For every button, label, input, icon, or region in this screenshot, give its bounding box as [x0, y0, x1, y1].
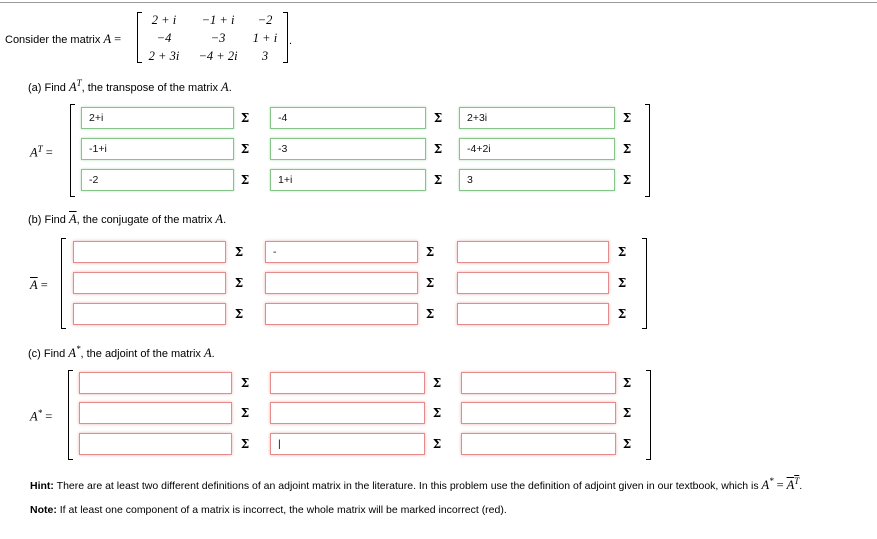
sigma-icon[interactable]: Σ: [617, 276, 627, 290]
adjoint-cell[interactable]: [79, 402, 232, 424]
sigma-icon[interactable]: Σ: [622, 406, 632, 420]
hint-end: .: [799, 480, 803, 493]
part-b-sym2: A: [215, 212, 224, 226]
sigma-icon[interactable]: Σ: [433, 111, 443, 125]
sigma-icon[interactable]: Σ: [622, 142, 632, 156]
sigma-icon[interactable]: Σ: [617, 245, 627, 259]
transpose-cell[interactable]: [81, 138, 234, 160]
sigma-icon[interactable]: Σ: [433, 142, 443, 156]
part-c-lhs-symbol: A: [30, 409, 38, 424]
part-c-lhs-eq: =: [45, 409, 53, 424]
part-c-sup: *: [75, 344, 81, 354]
adjoint-cell[interactable]: [270, 402, 425, 424]
matrix-entry: 1 + i: [252, 31, 278, 45]
note-text: If at least one component of a matrix is incorrect, the whole matrix will be marked incorrect (red).: [59, 504, 507, 516]
sigma-icon[interactable]: Σ: [240, 376, 250, 390]
part-c-bracket-right: [646, 370, 651, 460]
part-a-bracket-right: [645, 104, 650, 197]
adjoint-cell[interactable]: [79, 433, 232, 455]
hint-formula-lhs: A: [761, 478, 770, 493]
part-c-heading: [28, 344, 215, 361]
conjugate-cell[interactable]: [265, 303, 418, 325]
sigma-icon[interactable]: Σ: [622, 111, 632, 125]
part-a-symbol: A: [68, 80, 77, 95]
matrix-entry: −4: [156, 31, 172, 45]
problem-intro-text: Consider the matrix: [5, 34, 101, 46]
part-c-lhs-sup: *: [37, 408, 43, 418]
matrix-bracket-right: [283, 12, 288, 63]
part-a-lhs-symbol: A: [30, 145, 38, 160]
hint: [30, 476, 802, 493]
part-b-lhs-symbol: $\overline{A}$: [30, 278, 38, 292]
matrix-entry: −2: [257, 13, 273, 27]
matrix-entry: 2 + 3i: [148, 49, 180, 63]
part-c-rest: , the adjoint of the matrix: [80, 348, 201, 361]
sigma-icon[interactable]: Σ: [432, 437, 442, 451]
sigma-icon[interactable]: Σ: [240, 406, 250, 420]
matrix-entry: −1 + i: [201, 13, 235, 27]
sigma-icon[interactable]: Σ: [240, 142, 250, 156]
transpose-cell[interactable]: [81, 169, 234, 191]
adjoint-cell[interactable]: [270, 433, 425, 455]
hint-formula-eq: =: [776, 478, 784, 493]
var-a: A: [103, 32, 112, 46]
transpose-cell[interactable]: [270, 138, 426, 160]
matrix-entry: 2 + i: [151, 13, 177, 27]
adjoint-cell[interactable]: [461, 372, 616, 394]
part-a-lhs-eq: =: [45, 145, 53, 160]
sigma-icon[interactable]: Σ: [240, 111, 250, 125]
sigma-icon[interactable]: Σ: [425, 307, 435, 321]
part-a-end: .: [228, 82, 232, 95]
conjugate-cell[interactable]: [73, 272, 226, 294]
part-b-lhs: [30, 278, 48, 293]
transpose-cell[interactable]: [459, 169, 615, 191]
sigma-icon[interactable]: Σ: [622, 173, 632, 187]
part-c-label: (c) Find: [28, 348, 66, 361]
period: .: [289, 35, 293, 47]
part-b-lhs-eq: =: [40, 278, 48, 292]
hint-formula-rhs-sup: T: [794, 476, 800, 486]
part-c-end: .: [211, 348, 215, 361]
part-a-sup: T: [76, 78, 82, 88]
conjugate-cell[interactable]: [73, 241, 226, 263]
part-a-lhs-sup: T: [37, 144, 43, 154]
sigma-icon[interactable]: Σ: [234, 276, 244, 290]
equals-sign: =: [114, 32, 122, 46]
sigma-icon[interactable]: Σ: [234, 307, 244, 321]
note-label: Note:: [30, 504, 57, 516]
sigma-icon[interactable]: Σ: [617, 307, 627, 321]
part-b-label: (b) Find: [28, 214, 66, 226]
top-divider: [0, 2, 877, 3]
transpose-cell[interactable]: [459, 107, 615, 129]
transpose-cell[interactable]: [270, 107, 426, 129]
adjoint-cell[interactable]: [461, 433, 616, 455]
sigma-icon[interactable]: Σ: [432, 406, 442, 420]
part-b-bracket-left: [61, 238, 66, 329]
part-b-end: .: [223, 214, 227, 226]
part-a-lhs: [30, 144, 53, 161]
problem-intro: [5, 32, 121, 47]
transpose-cell[interactable]: [81, 107, 234, 129]
transpose-cell[interactable]: [270, 169, 426, 191]
matrix-entry: 3: [261, 49, 269, 63]
note: [30, 504, 507, 516]
part-c-sym2: A: [204, 346, 212, 361]
hint-formula-rhs: A: [786, 478, 795, 493]
adjoint-cell[interactable]: [79, 372, 232, 394]
hint-label: Hint:: [30, 480, 54, 493]
conjugate-cell[interactable]: [73, 303, 226, 325]
conjugate-cell[interactable]: [265, 241, 418, 263]
conjugate-cell[interactable]: [265, 272, 418, 294]
sigma-icon[interactable]: Σ: [240, 437, 250, 451]
part-b-heading: [28, 212, 226, 227]
sigma-icon[interactable]: Σ: [433, 173, 443, 187]
part-b-symbol: $\overline{A}$: [68, 212, 77, 226]
sigma-icon[interactable]: Σ: [622, 437, 632, 451]
matrix-entry: −4 + 2i: [198, 49, 238, 63]
part-c-lhs: [30, 408, 52, 425]
hint-formula-sup: *: [769, 476, 774, 486]
conjugate-cell[interactable]: [457, 241, 609, 263]
sigma-icon[interactable]: Σ: [622, 376, 632, 390]
part-a-rest: , the transpose of the matrix: [81, 82, 218, 95]
transpose-cell[interactable]: [459, 138, 615, 160]
part-a-bracket-left: [70, 104, 75, 197]
part-a-label: (a) Find: [28, 82, 66, 95]
sigma-icon[interactable]: Σ: [240, 173, 250, 187]
conjugate-cell[interactable]: [457, 303, 609, 325]
matrix-entry: −3: [210, 31, 226, 45]
adjoint-cell[interactable]: [270, 372, 425, 394]
conjugate-cell[interactable]: [457, 272, 609, 294]
part-a-sym2: A: [221, 80, 229, 95]
part-a-heading: [28, 78, 232, 95]
adjoint-cell[interactable]: [461, 402, 616, 424]
hint-text: There are at least two different definitions of an adjoint matrix in the literature. In this problem use the definition of adjoint given in our textbook, which is: [56, 480, 759, 493]
sigma-icon[interactable]: Σ: [425, 276, 435, 290]
part-b-bracket-right: [642, 238, 647, 329]
sigma-icon[interactable]: Σ: [425, 245, 435, 259]
sigma-icon[interactable]: Σ: [234, 245, 244, 259]
part-b-rest: , the conjugate of the matrix: [76, 214, 213, 226]
part-c-bracket-left: [68, 370, 73, 460]
part-c-symbol: A: [68, 346, 76, 361]
sigma-icon[interactable]: Σ: [432, 376, 442, 390]
